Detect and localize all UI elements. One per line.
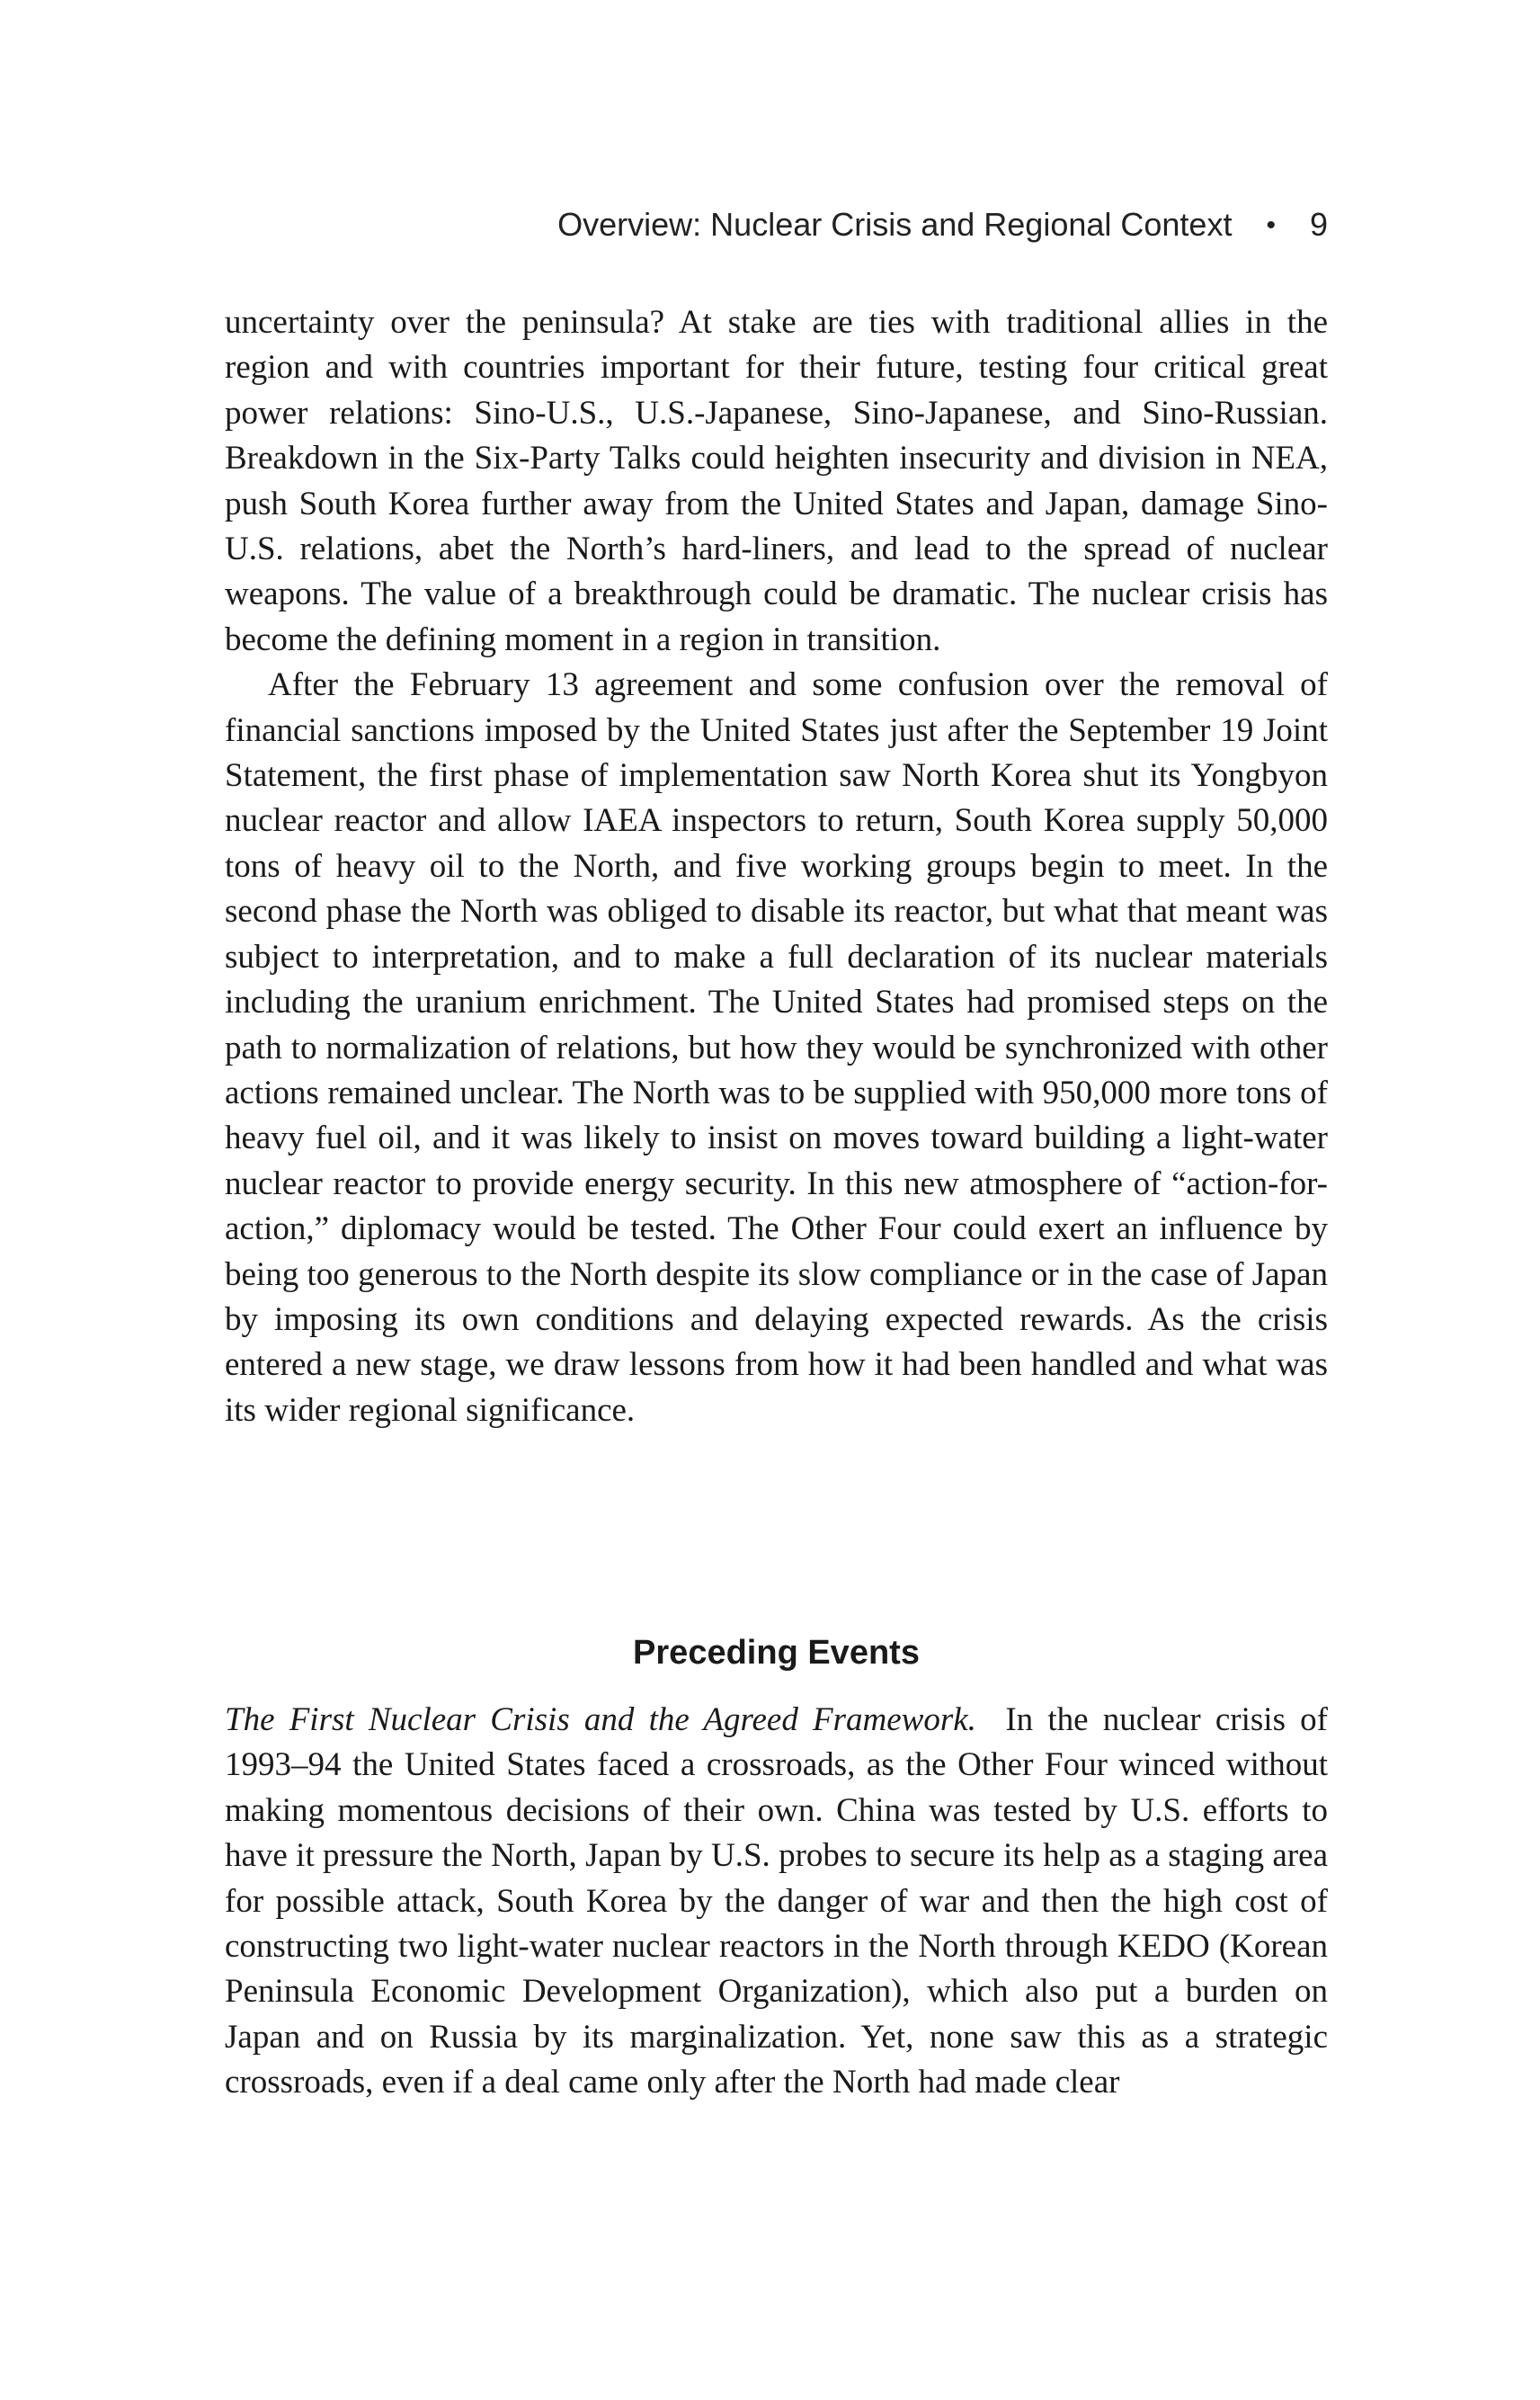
running-title: Overview: Nuclear Crisis and Regional Context xyxy=(557,206,1233,243)
section-paragraph xyxy=(225,1698,1328,2106)
body-text xyxy=(225,300,1328,1433)
section-heading: Preceding Events xyxy=(633,1634,920,1672)
section-paragraph-text: In the nuclear crisis of 1993–94 the United States faced a crossroads, as the Other Four winced without making momentous decisions of their own. China was tested by U.S. efforts to have it pressure the North, Japan by U.S. probes to secure its help as a staging area for possible attack, South Korea by the danger of war and then the high cost of constructing two light-water nuclear reactors in the North through KEDO (Korean Peninsula Economic Development Organization), which also put a burden on Japan and on Russia by its marginalization. Yet, none saw this as a strategic crossroads, even if a deal came only after the North had made clear xyxy=(225,1701,1328,2101)
running-header xyxy=(225,205,1328,245)
header-bullet: • xyxy=(1266,210,1276,240)
section-body xyxy=(225,1698,1328,2106)
subsection-lead: The First Nuclear Crisis and the Agreed Framework. xyxy=(225,1701,976,1738)
paragraph-1: uncertainty over the peninsula? At stake are ties with traditional allies in the region and with countries important for their future, testing four critical great power relations: Sino-U.S., U.S.-Japanese, Sino-Japanese, and Sino-Russian. Breakdown in the Six-Party Talks could heighten insecurity and division in NEA, push South Korea further away from the United States and Japan, damage Sino-U.S. relations, abet the North’s hard-liners, and lead to the spread of nuclear weapons. The value of a breakthrough could be dramatic. The nuclear crisis has become the defining moment in a region in transition. xyxy=(225,304,1328,658)
page-number: 9 xyxy=(1309,206,1328,243)
paragraph-2: After the February 13 agreement and some confusion over the removal of financial sanctions imposed by the United States just after the September 19 Joint Statement, the first phase of implementation saw North Korea shut its Yongbyon nuclear reactor and allow IAEA inspectors to return, South Korea supply 50,000 tons of heavy oil to the North, and five working groups begin to meet. In the second phase the North was obliged to disable its reactor, but what that meant was subject to interpretation, and to make a full declaration of its nuclear materials including the uranium enrichment. The United States had promised steps on the path to normalization of relations, but how they would be synchronized with other actions remained unclear. The North was to be supplied with 950,000 more tons of heavy fuel oil, and it was likely to insist on moves toward building a light-water nuclear reactor to provide energy security. In this new atmosphere of “action-for-action,” diplomacy would be tested. The Other Four could exert an influence by being too generous to the North despite its slow compliance or in the case of Japan by imposing its own conditions and delaying expected rewards. As the crisis entered a new stage, we draw lessons from how it had been handled and what was its wider regional significance. xyxy=(225,666,1328,1429)
